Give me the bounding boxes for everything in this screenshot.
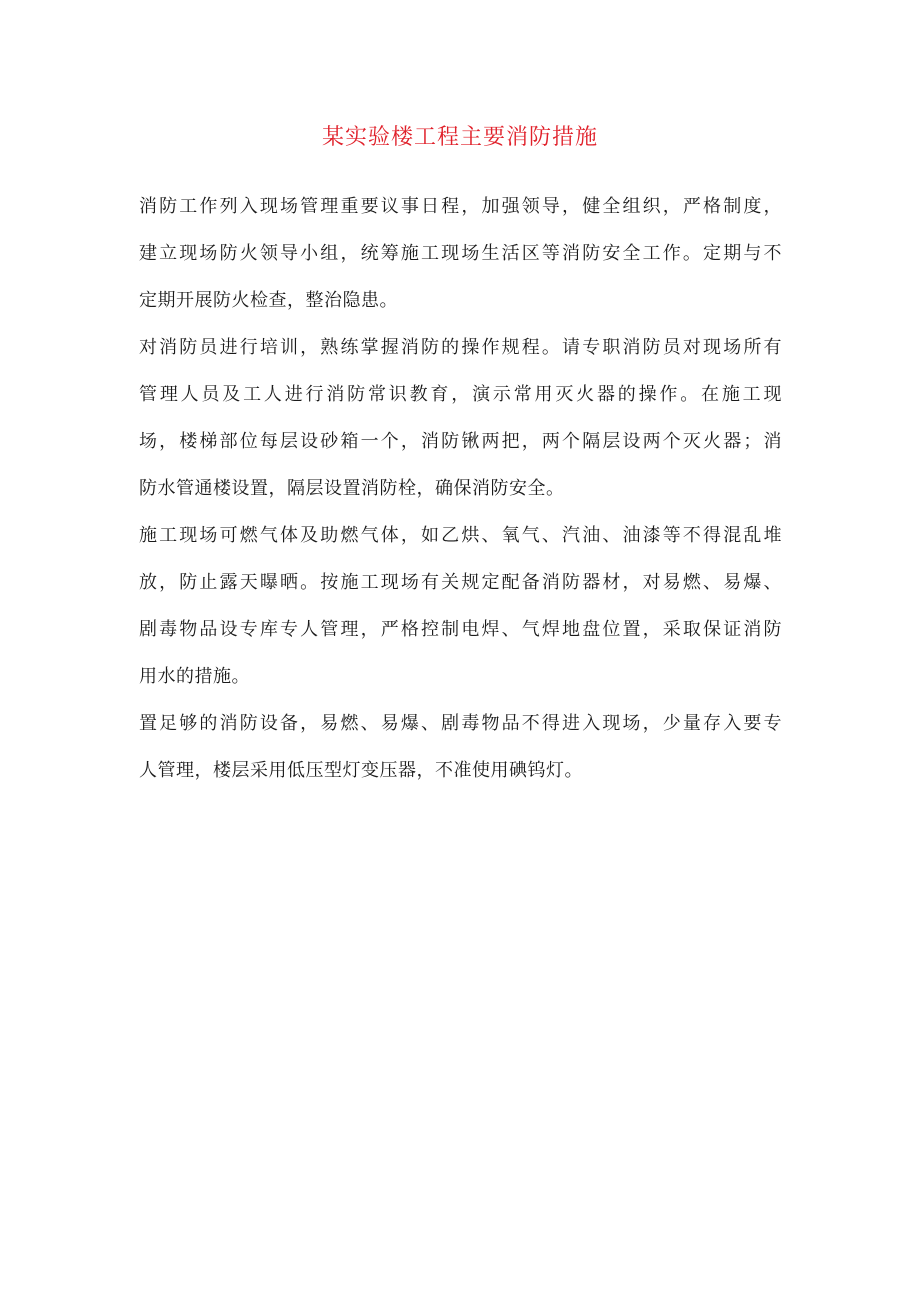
paragraph-2 bbox=[139, 324, 782, 512]
paragraph-1 bbox=[139, 183, 782, 324]
text-line: 用水的措施。 bbox=[139, 666, 250, 687]
text-line: 建立现场防火领导小组，统筹施工现场生活区等消防安全工作。定期与不 bbox=[139, 243, 782, 264]
text-line: 放，防止露天曝晒。按施工现场有关规定配备消防器材，对易燃、易爆、 bbox=[139, 572, 782, 593]
text-line: 管理人员及工人进行消防常识教育，演示常用灭火器的操作。在施工现 bbox=[139, 384, 782, 405]
text-line: 场，楼梯部位每层设砂箱一个，消防锹两把，两个隔层设两个灭火器；消 bbox=[139, 431, 782, 452]
text-line: 消防工作列入现场管理重要议事日程，加强领导，健全组织，严格制度， bbox=[139, 196, 782, 217]
text-line: 定期开展防火检查，整治隐患。 bbox=[139, 290, 398, 311]
text-line: 防水管通楼设置，隔层设置消防栓，确保消防安全。 bbox=[139, 478, 565, 499]
text-line: 对消防员进行培训，熟练掌握消防的操作规程。请专职消防员对现场所有 bbox=[139, 337, 782, 358]
paragraph-4 bbox=[139, 700, 782, 794]
text-line: 置足够的消防设备，易燃、易爆、剧毒物品不得进入现场，少量存入要专 bbox=[139, 713, 782, 734]
document-body bbox=[139, 183, 782, 794]
text-line: 施工现场可燃气体及助燃气体，如乙烘、氧气、汽油、油漆等不得混乱堆 bbox=[139, 525, 782, 546]
text-line: 剧毒物品设专库专人管理，严格控制电焊、气焊地盘位置，采取保证消防 bbox=[139, 619, 782, 640]
paragraph-3 bbox=[139, 512, 782, 700]
text-line: 人管理，楼层采用低压型灯变压器，不准使用碘钨灯。 bbox=[139, 760, 583, 781]
document-title: 某实验楼工程主要消防措施 bbox=[321, 125, 598, 150]
